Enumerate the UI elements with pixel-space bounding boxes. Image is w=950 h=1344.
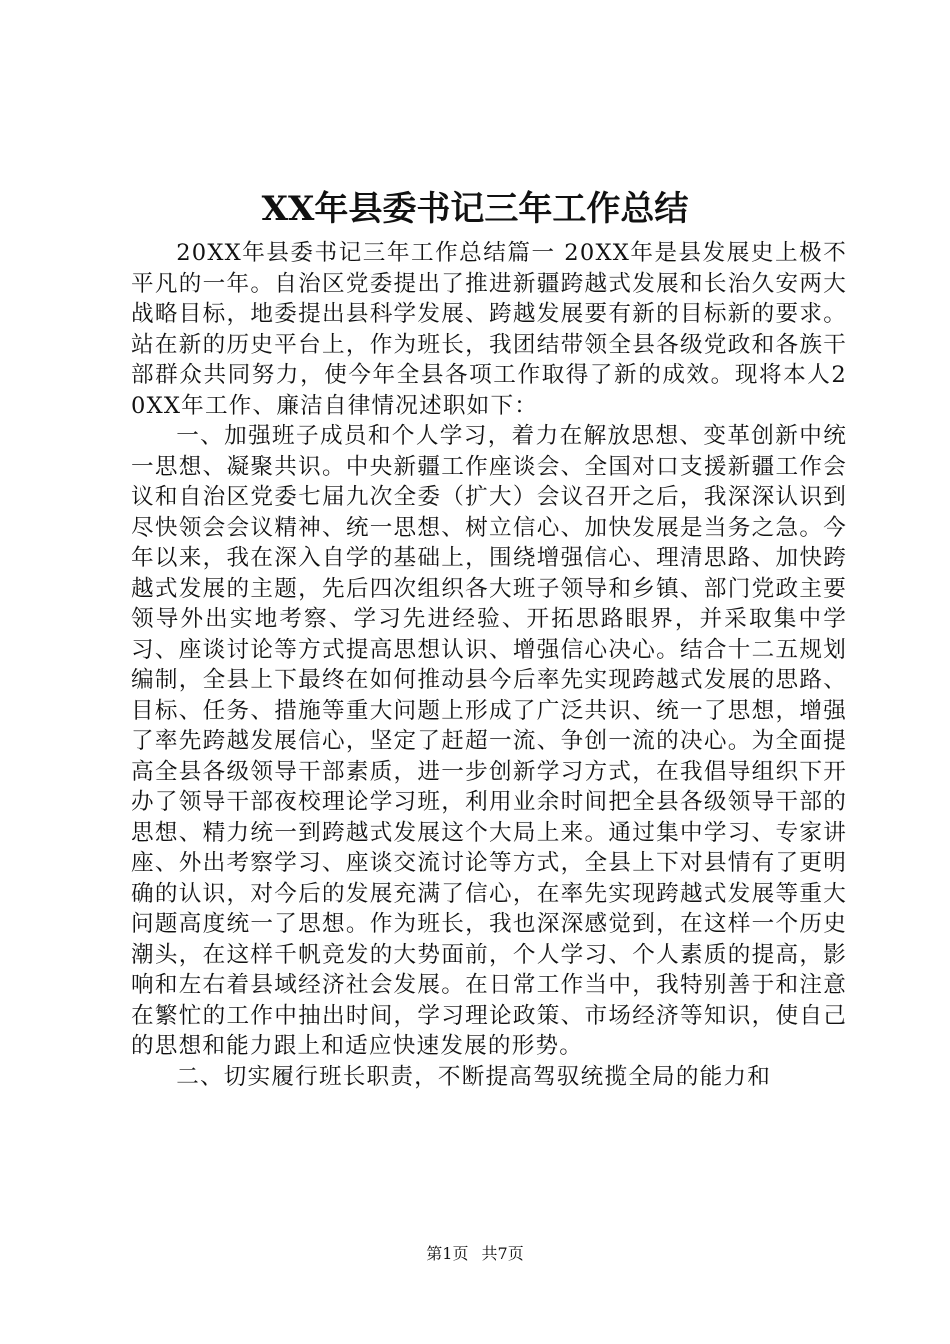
paragraph-intro: 20XX年县委书记三年工作总结篇一 20XX年是县发展史上极不平凡的一年。自治区党委提出了推进新疆跨越式发展和长治久安两大战略目标，地委提出县科学发展、跨越发展要有新的目标新的要求。站在新的历史平台上，作为班长，我团结带领全县各级党政和各族干部群众共同努力，使今年全县各项工作取得了新的成效。现将本人20XX年工作、廉洁自律情况述职如下： bbox=[131, 240, 847, 419]
paragraph-section-one: 一、加强班子成员和个人学习，着力在解放思想、变革创新中统一思想、凝聚共识。中央新疆工作座谈会、全国对口支援新疆工作会议和自治区党委七届九次全委（扩大）会议召开之后，我深深认识到尽快领会会议精神、统一思想、树立信心、加快发展是当务之急。今年以来，我在深入自学的基础上，围绕增强信心、理清思路、加快跨越式发展的主题，先后四次组织各大班子领导和乡镇、部门党政主要领导外出实地考察、学习先进经验、开拓思路眼界，并采取集中学习、座谈讨论等方式提高思想认识、增强信心决心。结合十二五规划编制，全县上下最终在如何推动县今后率先实现跨越式发展的思路、目标、任务、措施等重大问题上形成了广泛共识、统一了思想，增强了率先跨越发展信心，坚定了赶超一流、争创一流的决心。为全面提高全县各级领导干部素质，进一步创新学习方式，在我倡导组织下开办了领导干部夜校理论学习班，利用业余时间把全县各级领导干部的思想、精力统一到跨越式发展这个大局上来。通过集中学习、专家讲座、外出考察学习、座谈交流讨论等方式，全县上下对县情有了更明确的认识，对今后的发展充满了信心，在率先实现跨越式发展等重大问题高度统一了思想。作为班长，我也深深感觉到，在这样一个历史潮头，在这样千帆竞发的大势面前，个人学习、个人素质的提高，影响和左右着县域经济社会发展。在日常工作当中，我特别善于和注意在繁忙的工作中抽出时间，学习理论政策、市场经济等知识，使自己的思想和能力跟上和适应快速发展的形势。 bbox=[131, 423, 847, 1059]
page-total: 共7页 bbox=[481, 1244, 524, 1263]
document-title: XX年县委书记三年工作总结 bbox=[261, 189, 689, 229]
document-body bbox=[131, 238, 847, 1092]
page-number: 第1页 bbox=[426, 1244, 469, 1263]
page-footer bbox=[0, 1243, 950, 1265]
paragraph-section-two: 二、切实履行班长职责，不断提高驾驭统揽全局的能力和 bbox=[176, 1063, 772, 1090]
